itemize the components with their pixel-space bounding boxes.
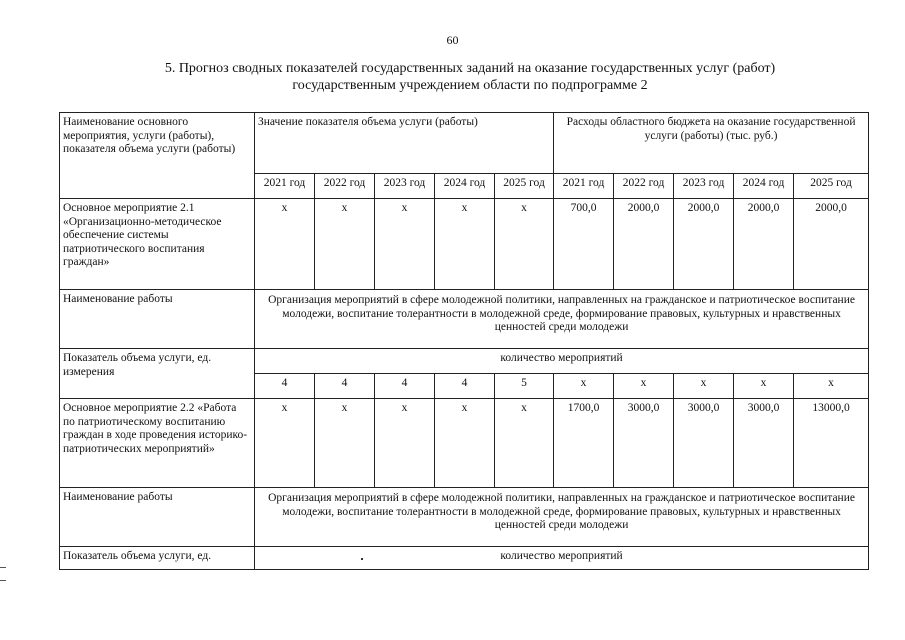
volume-cell: 4 <box>255 374 315 399</box>
expense-cell: х <box>614 374 674 399</box>
expense-cell: 2000,0 <box>734 199 794 290</box>
expense-cell: 3000,0 <box>614 399 674 488</box>
header-row-groups <box>60 113 869 174</box>
year-header: 2021 год <box>554 174 614 199</box>
table-row-work-1 <box>60 290 869 349</box>
volume-cell: х <box>315 399 375 488</box>
volume-cell: х <box>375 199 435 290</box>
expense-cell: х <box>794 374 869 399</box>
year-header: 2023 год <box>375 174 435 199</box>
expense-cell: х <box>554 374 614 399</box>
expense-cell: 2000,0 <box>794 199 869 290</box>
section-title-line-2: государственным учреждением области по подпрограмме 2 <box>292 78 648 93</box>
work-description: Организация мероприятий в сфере молодежной политики, направленных на гражданское и патриотическое воспитание молодежи, воспитание толерантности в молодежной среде, формирование правовых, культурных и нравственных ценностей среди молодежи <box>255 488 869 547</box>
volume-cell: 4 <box>375 374 435 399</box>
expense-cell: 2000,0 <box>614 199 674 290</box>
year-header: 2022 год <box>315 174 375 199</box>
unit-name: количество мероприятий <box>255 547 869 570</box>
table-row-unit-1 <box>60 349 869 374</box>
header-name-column: Наименование основного мероприятия, услуги (работы), показателя объема услуги (работы) <box>60 113 255 199</box>
event-name: Основное мероприятие 2.2 «Работа по патриотическому воспитанию граждан в ходе проведения историко-патриотических мероприятий» <box>60 399 255 488</box>
event-name: Основное мероприятие 2.1 «Организационно-методическое обеспечение системы патриотического воспитания граждан» <box>60 199 255 290</box>
table-row-event-2-2 <box>60 399 869 488</box>
volume-cell: 4 <box>315 374 375 399</box>
page-number: 60 <box>446 33 459 47</box>
edge-mark <box>0 580 6 581</box>
year-header: 2023 год <box>674 174 734 199</box>
volume-cell: х <box>435 399 495 488</box>
year-header: 2022 год <box>614 174 674 199</box>
work-label: Наименование работы <box>60 488 255 547</box>
forecast-table <box>59 112 869 570</box>
volume-cell: х <box>375 399 435 488</box>
expense-cell: 700,0 <box>554 199 614 290</box>
volume-cell: х <box>435 199 495 290</box>
scan-speck <box>361 558 363 560</box>
volume-cell: х <box>255 399 315 488</box>
expense-cell: х <box>674 374 734 399</box>
volume-cell: 5 <box>495 374 554 399</box>
edge-mark <box>0 567 6 568</box>
year-header: 2021 год <box>255 174 315 199</box>
volume-cell: х <box>255 199 315 290</box>
expense-cell: 3000,0 <box>674 399 734 488</box>
unit-label: Показатель объема услуги, ед. измерения <box>60 349 255 399</box>
volume-cell: х <box>495 199 554 290</box>
work-label: Наименование работы <box>60 290 255 349</box>
year-header: 2024 год <box>435 174 495 199</box>
section-title <box>110 60 830 94</box>
year-header: 2025 год <box>495 174 554 199</box>
unit-label: Показатель объема услуги, ед. <box>60 547 255 570</box>
header-volume-group: Значение показателя объема услуги (работы) <box>255 113 554 174</box>
expense-cell: 13000,0 <box>794 399 869 488</box>
table-row-unit-2 <box>60 547 869 570</box>
expense-cell: 3000,0 <box>734 399 794 488</box>
header-expense-group: Расходы областного бюджета на оказание государственной услуги (работы) (тыс. руб.) <box>554 113 869 174</box>
volume-cell: х <box>495 399 554 488</box>
unit-name: количество мероприятий <box>255 349 869 374</box>
table-row-event-2-1 <box>60 199 869 290</box>
section-title-line-1: 5. Прогноз сводных показателей государственных заданий на оказание государственных услуг (работ) <box>164 61 776 76</box>
work-description: Организация мероприятий в сфере молодежной политики, направленных на гражданское и патриотическое воспитание молодежи, воспитание толерантности в молодежной среде, формирование правовых, культурных и нравственных ценностей среди молодежи <box>255 290 869 349</box>
table-row-work-2 <box>60 488 869 547</box>
year-header: 2025 год <box>794 174 869 199</box>
volume-cell: 4 <box>435 374 495 399</box>
expense-cell: 2000,0 <box>674 199 734 290</box>
expense-cell: 1700,0 <box>554 399 614 488</box>
expense-cell: х <box>734 374 794 399</box>
year-header: 2024 год <box>734 174 794 199</box>
volume-cell: х <box>315 199 375 290</box>
